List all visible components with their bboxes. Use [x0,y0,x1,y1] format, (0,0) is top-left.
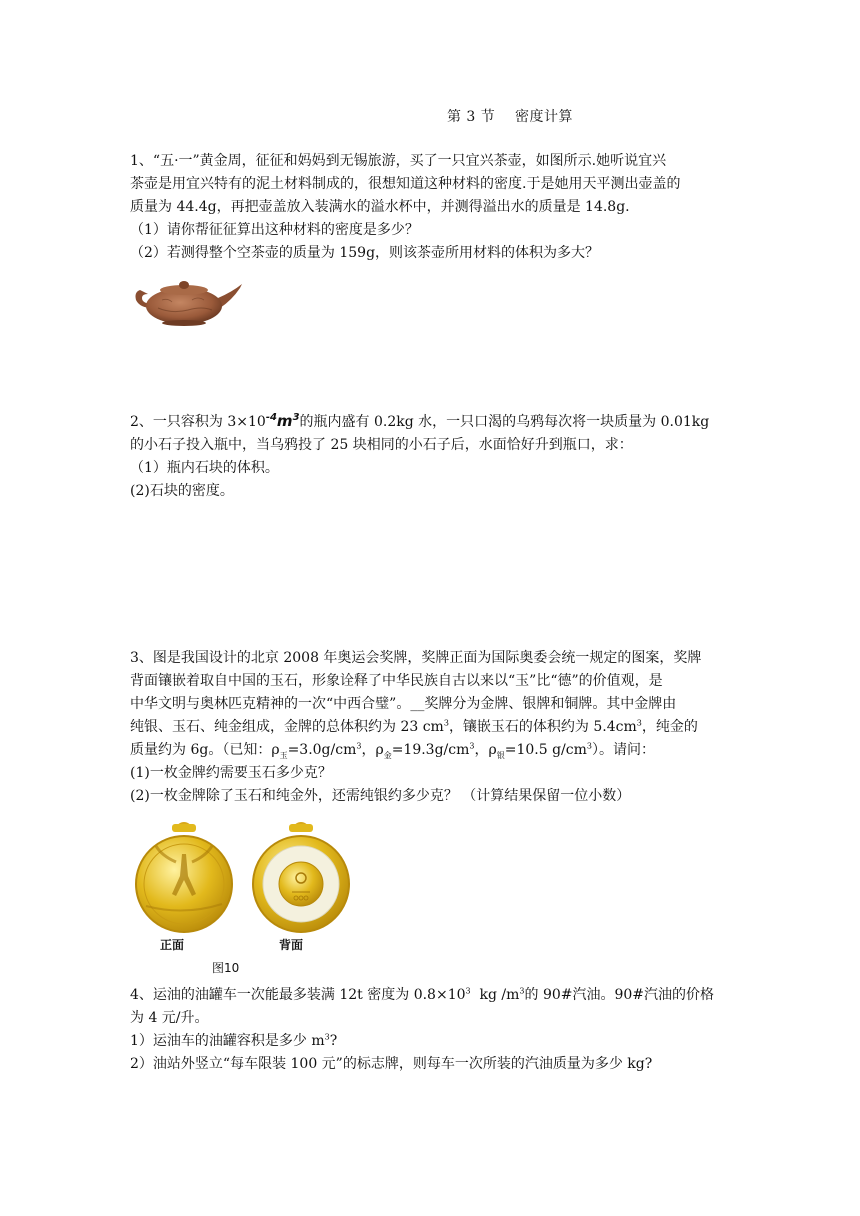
q3-sub-2: (2)一枚金牌除了玉石和纯金外，还需纯银约多少克？ （计算结果保留一位小数） [130,788,631,804]
q1-line-1: 1、“五·一”黄金周，征征和妈妈到无锡旅游，买了一只宜兴茶壶，如图所示.她听说宜兴 [130,153,667,169]
q3-line-3: 中华文明与奥林匹克精神的一次“中西合璧”。__奖牌分为金牌、银牌和铜牌。其中金牌由 [130,696,677,712]
rho-gold-subscript: 金 [383,750,392,760]
question-3 [130,647,730,808]
q1-sub-1: （1）请你帮征征算出这种材料的密度是多少？ [130,222,419,238]
q2-sub-1: （1）瓶内石块的体积。 [130,460,279,476]
q1-sub-2: （2）若测得整个空茶壶的质量为 159g，则该茶壶所用材料的体积为多大？ [130,245,600,261]
q4-sub-1 [130,1030,730,1053]
q3-line-5-sup-1: 3 [356,741,362,751]
q3-line-2: 背面镶嵌着取自中国的玉石，形象诠释了中华民族自古以来以“玉”比“德”的价值观，是 [130,673,663,689]
teapot-image [132,270,244,328]
medal-back-caption: 背面 [279,938,304,952]
q2-line-2: 的小石子投入瓶中，当乌鸦投了 25 块相同的小石子后，水面恰好升到瓶口，求： [130,437,633,453]
q4-line-2: 为 4 元/升。 [130,1010,209,1026]
q1-line-2: 茶壶是用宜兴特有的泥土材料制成的，很想知道这种材料的密度.于是她用天平测出壶盖的 [130,176,681,192]
volume-unit-exponent: 3 [292,412,300,423]
medal-back-image [253,822,349,932]
question-1 [130,150,730,265]
q3-line-5-g: ）。请问： [591,742,655,758]
question-2 [130,410,730,503]
q4-sub-2: 2）油站外竖立“每车限装 100 元”的标志牌，则每车一次所装的汽油质量为多少 kg? [130,1056,653,1072]
q3-line-4-sup-1: 3 [443,718,449,728]
q4-sub-1-b: ? [329,1033,338,1049]
q4-line-1-c: 的 90#汽油。90#汽油的价格 [524,987,715,1003]
q3-sub-1: (1)一枚金牌约需要玉石多少克？ [130,765,332,781]
q4-line-1-sup-2: 3 [519,986,525,996]
q2-line-1 [130,410,730,434]
q3-line-5-e: ，ρ [474,742,497,758]
medal-images [132,816,362,946]
medal-front-caption: 正面 [160,938,185,952]
volume-exponent: -4 [265,412,277,423]
volume-unit-formula [266,412,300,430]
q3-line-4-b: ，镶嵌玉石的体积约为 5.4cm [448,719,637,735]
q3-line-4-c: ，纯金的 [641,719,698,735]
q2-line-1-text-b: 的瓶内盛有 0.2kg 水，一只口渴的乌鸦每次将一块质量为 0.01kg [299,414,710,430]
q3-line-4-sup-2: 3 [636,718,642,728]
q3-line-4 [130,716,730,739]
q3-line-4-a: 纯银、玉石、纯金组成，金牌的总体积约为 23 cm [130,719,444,735]
q3-line-5-d: =19.3g/cm [391,742,470,758]
rho-jade-subscript: 玉 [279,750,288,760]
q3-line-5-c: ，ρ [361,742,384,758]
volume-unit: m [276,412,293,430]
q1-line-3: 质量为 44.4g，再把壶盖放入装满水的溢水杯中，并测得溢出水的质量是 14.8g. [130,199,630,215]
page-title: 第 3 节 密度计算 [446,109,574,125]
q3-line-5-sup-2: 3 [469,741,475,751]
medal-front-image [136,822,232,932]
q4-line-1-a: 4、运油的油罐车一次能最多装满 12t 密度为 0.8×10 [130,987,466,1003]
q4-line-1-sup-1: 3 [465,986,471,996]
q2-line-1-text-a: 2、一只容积为 3×10 [130,414,266,430]
q3-line-5-sup-3: 3 [586,741,592,751]
q4-sub-1-sup: 3 [324,1032,330,1042]
q3-line-5 [130,739,730,762]
q3-line-5-f: =10.5 g/cm [504,742,587,758]
figure-label: 图10 [212,961,240,975]
q3-line-1: 3、图是我国设计的北京 2008 年奥运会奖牌，奖牌正面为国际奥委会统一规定的图案，奖牌 [130,650,702,666]
rho-silver-subscript: 银 [496,750,505,760]
q3-line-5-a: 质量约为 6g。（已知：ρ [130,742,280,758]
medal-figure [132,816,362,976]
q4-line-1 [130,984,730,1007]
q3-line-5-b: =3.0g/cm [287,742,357,758]
question-4 [130,984,730,1076]
q4-sub-1-a: 1）运油车的油罐容积是多少 m [130,1033,325,1049]
q4-line-1-b: kg /m [470,987,520,1003]
q2-sub-2: (2)石块的密度。 [130,483,234,499]
